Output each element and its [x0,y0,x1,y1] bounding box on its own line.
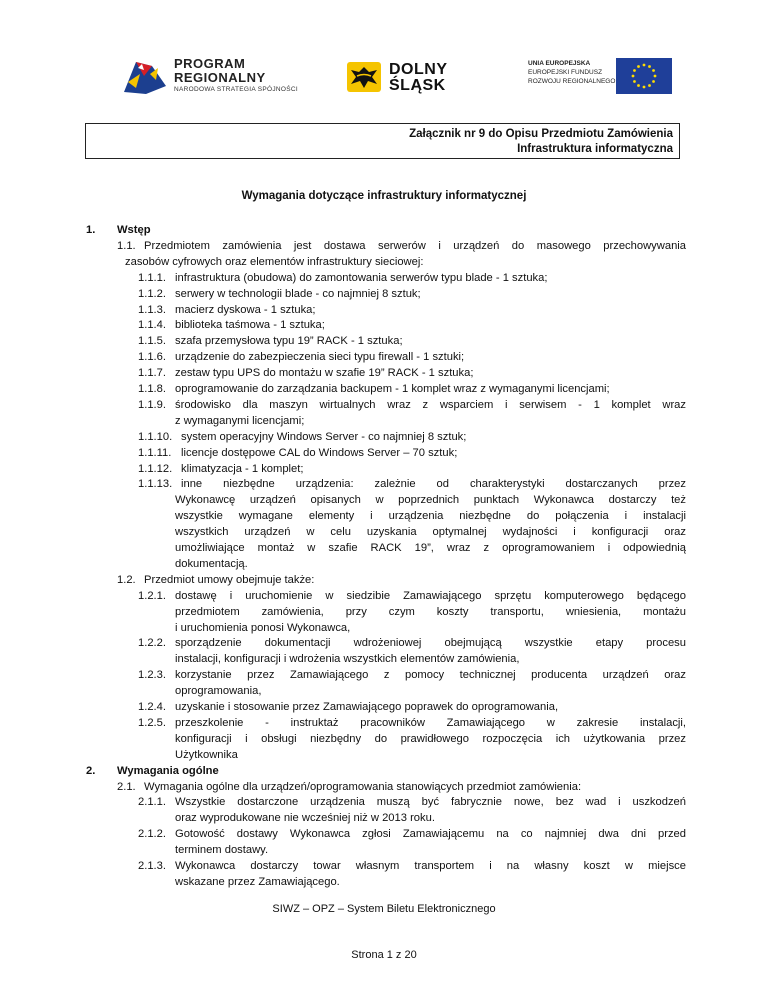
list-text: uzyskanie i stosowanie przez Zamawiającego poprawek do oprogramowania, [175,701,559,713]
list-text: środowisko dla maszyn wirtualnych wraz z wsparciem i serwisem - 1 komplet wraz [175,398,686,411]
list-text: macierz dyskowa - 1 sztuka; [175,303,316,316]
program-line2: REGIONALNY [174,70,266,85]
list-number: 1.1.3. [138,303,166,316]
list-text: z wymaganymi licencjami; [175,414,305,427]
list-number: 1.1.10. [138,430,173,443]
ue-line2: EUROPEJSKI FUNDUSZ [528,69,603,76]
list-text: terminem dostawy. [175,844,269,857]
list-text: i uruchomienia ponosi Wykonawca, [175,621,351,634]
list-text: Wymagania ogólne dla urządzeń/oprogramowania stanowiących przedmiot zamówienia: [144,780,582,793]
list-text: szafa przemysłowa typu 19” RACK - 1 sztuka; [175,335,403,348]
list-text: wskazane przez Zamawiającego. [175,875,340,888]
list-text: Wymagania ogólne [117,764,219,777]
list-number: 1.1.9. [138,398,166,411]
list-text: konfiguracji i obsługi niezbędny do prawidłowego rozpoczęcia ich użytkowania przez [175,732,686,745]
ue-line3: ROZWOJU REGIONALNEGO [528,78,616,85]
list-text: zasobów cyfrowych oraz elementów infrastruktury sieciowej: [125,255,424,268]
list-number: 1.1.2. [138,287,166,300]
list-number: 2.1.1. [138,796,166,809]
list-text: dostawę i uruchomienie w siedzibie Zamawiającego sprzętu komputerowego będącego [175,589,686,602]
list-text: oprogramowanie do zarządzania backupem - 1 komplet wraz z wymaganymi licencjami; [175,383,610,395]
list-number: 1.1.6. [138,351,166,364]
list-text: sporządzenie dokumentacji wdrożeniowej obejmującą wszystkie etapy procesu [175,637,686,650]
list-text: inne niezbędne urządzenia: zależnie od charakterystyki dostarczanych przez [181,478,686,491]
list-number: 1.1.8. [138,383,166,395]
list-text: przedmiotem zamówienia, przy czym koszty transportu, wniesienia, montażu [175,605,686,618]
ue-line1: UNIA EUROPEJSKA [528,60,591,67]
list-text: wszystkie wymagane elementy i urządzenia niezbędne do połączenia i instalacji [175,510,686,523]
list-number: 2.1. [117,780,136,793]
list-text: przeszkolenie - instruktaż pracowników Zamawiającego w zakresie instalacji, [175,716,686,729]
list-text: zestaw typu UPS do montażu w szafie 19” RACK - 1 sztuka; [175,367,474,380]
list-number: 1.1.7. [138,367,166,380]
dolny-slask-logo [345,52,465,100]
annex-box [85,123,680,159]
list-number: 2.1.2. [138,828,166,841]
list-text: klimatyzacja - 1 komplet; [181,462,304,475]
list-text: Gotowość dostawy Wykonawca zgłosi Zamawiającemu na co najmniej dwa dni przed [175,828,686,841]
header-logos [0,52,768,100]
list-number: 2. [86,764,96,777]
list-number: 1.2.5. [138,716,166,729]
annex-title: Załącznik nr 9 do Opisu Przedmiotu Zamówienia [409,128,673,140]
list-number: 1.2.2. [138,637,166,650]
list-text: Użytkownika [175,748,238,761]
list-text: oprogramowania, [175,685,262,698]
list-text: wszystkich urządzeń w celu uzyskania optymalnej wydajności i konfiguracji oraz [175,526,686,539]
eu-flag-icon [616,58,672,94]
list-number: 1.2.3. [138,669,166,682]
list-text: umożliwiające montaż w szafie RACK 19”, wraz z oprogramowaniem i odpowiednią [175,542,686,554]
list-number: 1.2.1. [138,589,166,602]
list-number: 1.1.13. [138,478,173,491]
list-text: Wstęp [117,224,151,236]
list-text: infrastruktura (obudowa) do zamontowania serwerów typu blade - 1 sztuka; [175,271,548,284]
list-text: dokumentacją. [175,557,248,570]
program-line3: NARODOWA STRATEGIA SPÓJNOŚCI [174,86,298,93]
list-text: Wykonawca dostarczy towar własnym transportem i na własny koszt w miejsce [175,860,686,872]
program-regionalny-flag-icon [122,56,170,96]
list-number: 1.1.11. [138,446,172,459]
dolny-line1: DOLNY [389,61,448,78]
list-text: instalacji, konfiguracji i wdrożenia wszystkich elementów zamówienia, [175,653,520,666]
eu-fund-logo [528,58,672,94]
list-text: system operacyjny Windows Server - co najmniej 8 sztuk; [181,430,467,443]
list-number: 1.2.4. [138,701,166,713]
list-text: urządzenie do zabezpieczenia sieci typu firewall - 1 sztuki; [175,351,465,364]
list-number: 2.1.3. [138,860,166,872]
list-number: 1. [86,224,96,236]
program-line1: PROGRAM [174,56,246,71]
list-number: 1.1.5. [138,335,166,348]
list-text: Przedmiot umowy obejmuje także: [144,573,315,586]
list-text: oraz wyprodukowane nie wcześniej niż w 2013 roku. [175,812,435,825]
footer-title: SIWZ – OPZ – System Biletu Elektronicznego [272,903,496,915]
list-text: licencje dostępowe CAL do Windows Server – 70 sztuk; [181,446,458,459]
list-text: Wykonawcę urządzeń opisanych w poprzednich punktach Wykonawca dostarczy też [175,494,686,507]
list-text: serwery w technologii blade - co najmniej 8 sztuk; [175,287,421,300]
list-number: 1.1. [117,239,136,252]
list-number: 1.1.4. [138,319,166,332]
list-text: Przedmiotem zamówienia jest dostawa serwerów i urządzeń do masowego przechowywania [144,239,686,252]
page-number: Strona 1 z 20 [351,949,417,961]
list-number: 1.1.12. [138,462,173,475]
program-regionalny-logo [122,56,322,96]
list-text: biblioteka taśmowa - 1 sztuka; [175,319,325,332]
annex-subtitle: Infrastruktura informatyczna [517,143,673,155]
document-heading: Wymagania dotyczące infrastruktury informatycznej [241,190,527,202]
dolny-line2: ŚLĄSK [389,77,446,94]
list-number: 1.1.1. [138,271,166,284]
list-text: korzystanie przez Zamawiającego z pomocy technicznej producenta urządzeń oraz [175,669,686,682]
list-text: Wszystkie dostarczone urządzenia muszą być fabrycznie nowe, bez wad i uszkodzeń [175,796,686,809]
eagle-crest-icon [347,62,381,92]
list-number: 1.2. [117,573,136,586]
